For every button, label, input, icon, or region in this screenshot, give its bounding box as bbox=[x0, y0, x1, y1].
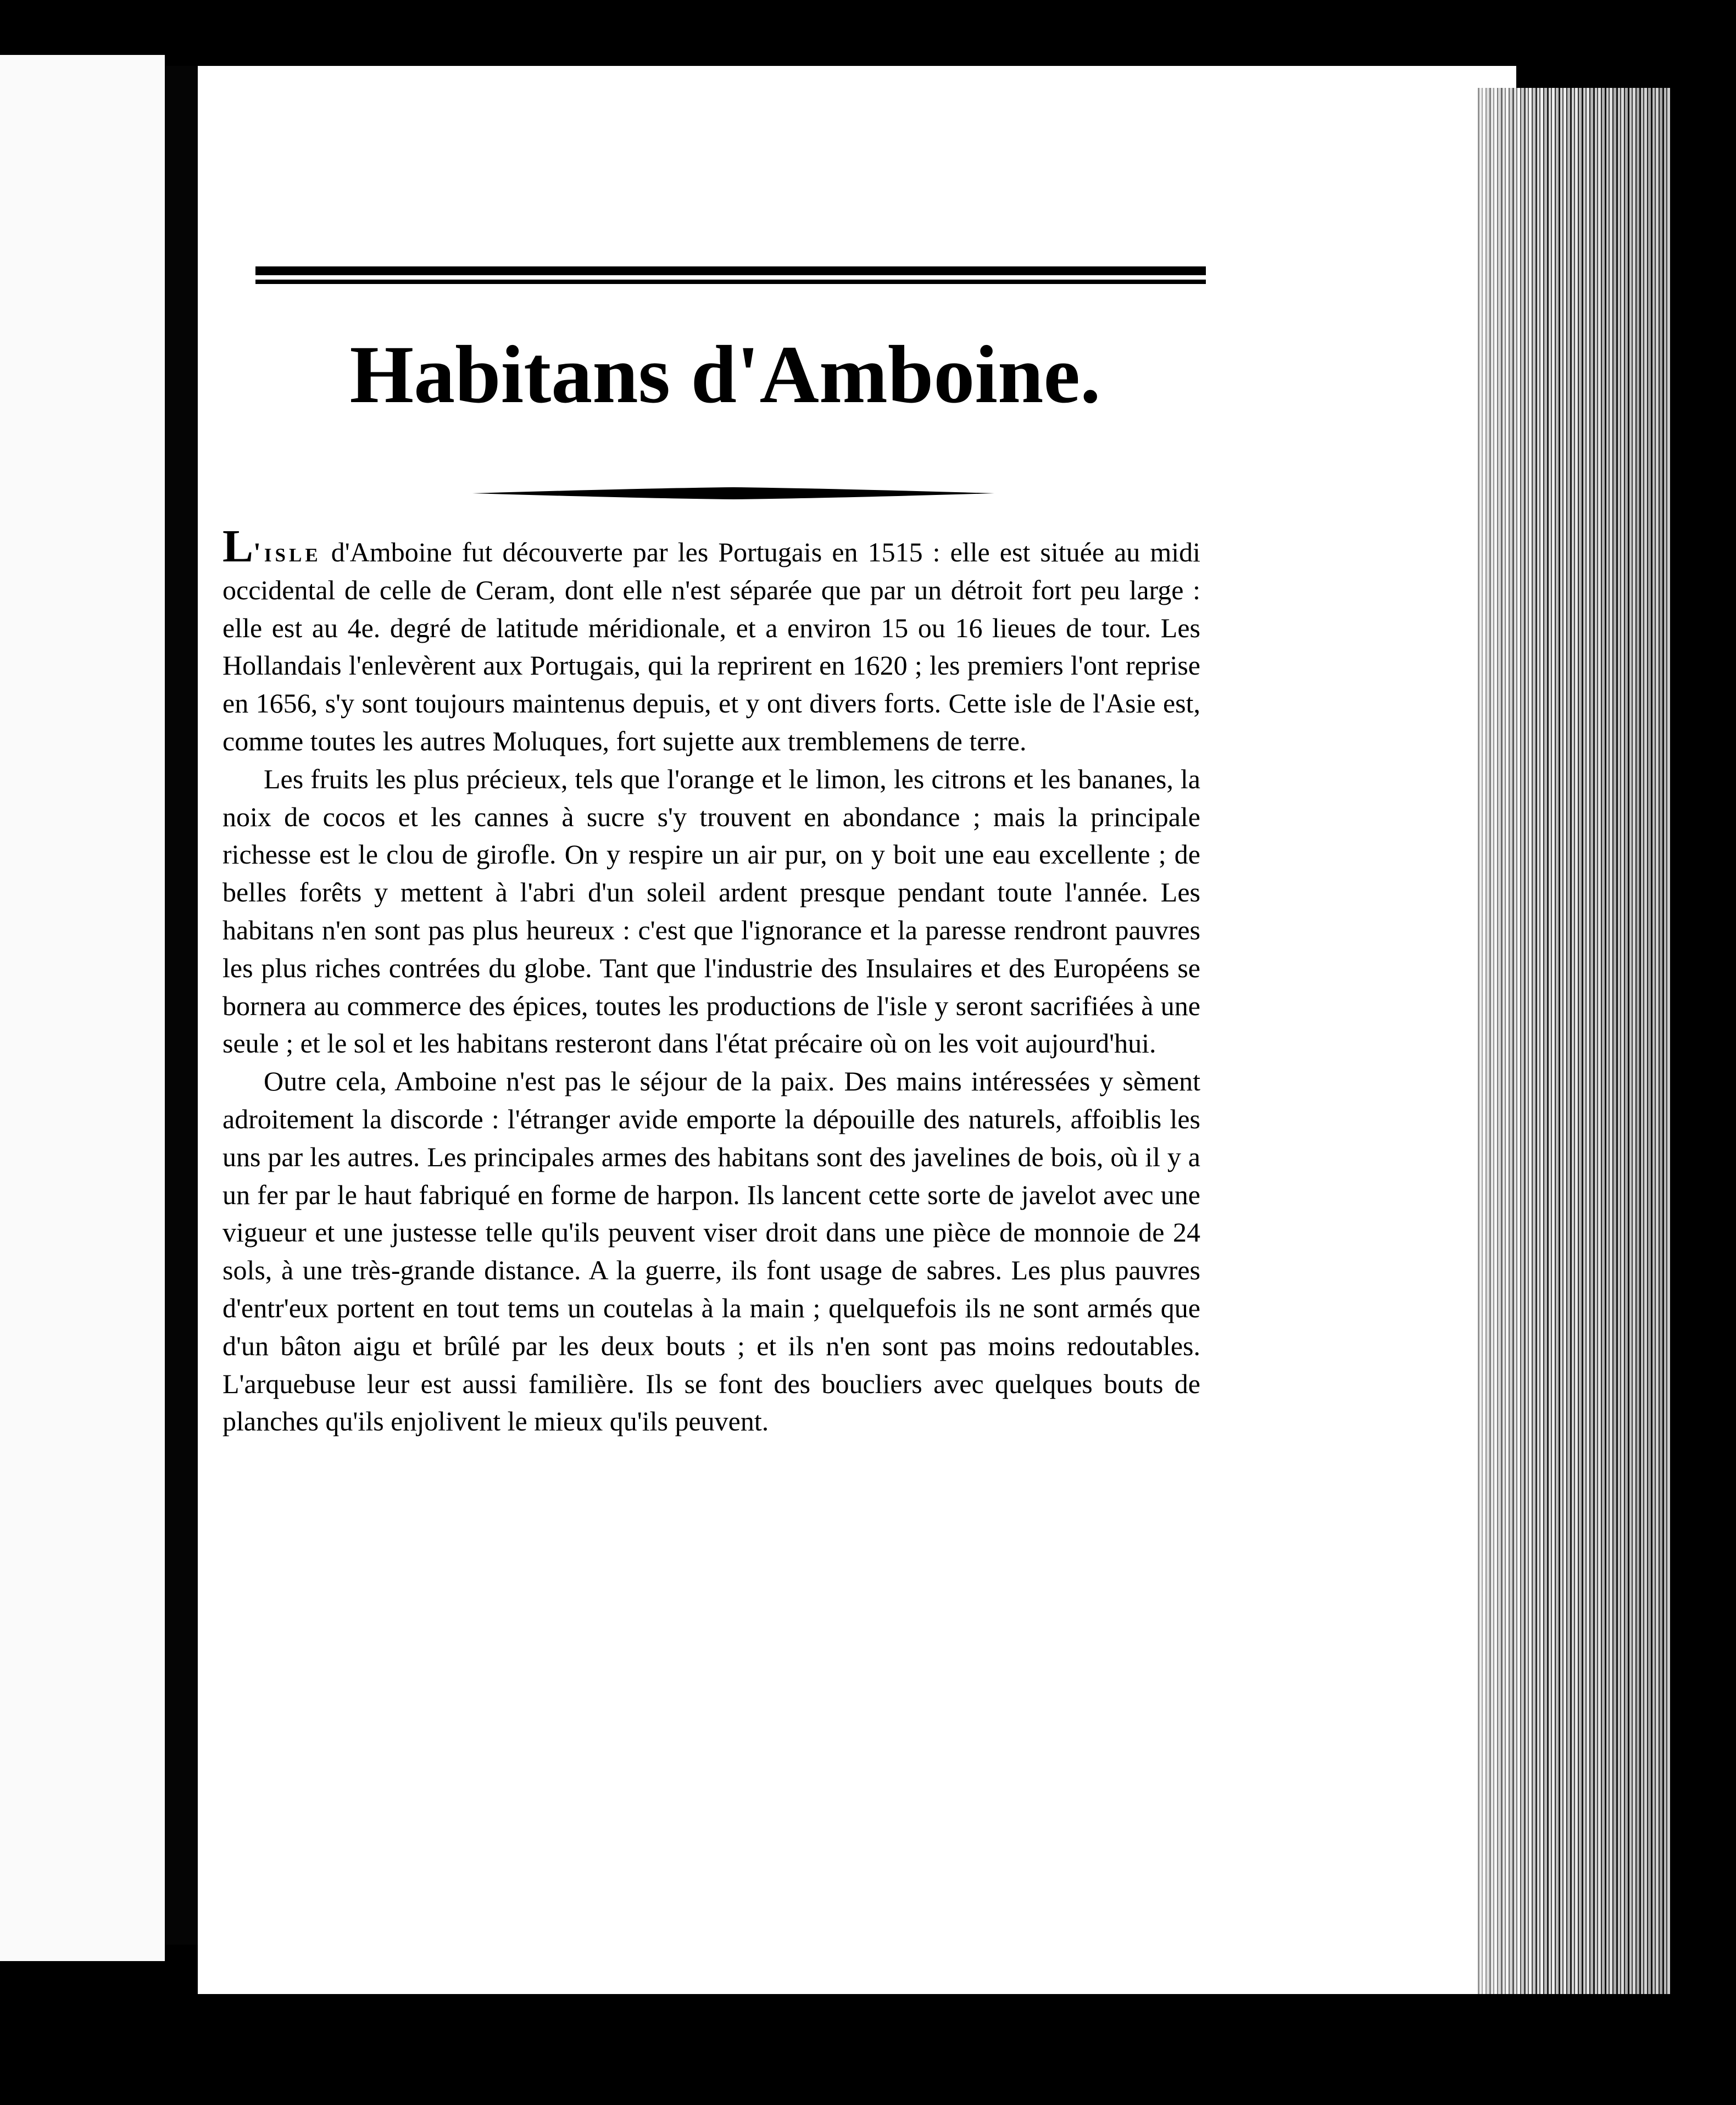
opening-word: 'isle bbox=[253, 537, 321, 567]
title-ornament-rule bbox=[472, 486, 994, 500]
paragraph-2: Les fruits les plus précieux, tels que l'orange et le limon, les citrons et les bananes, la noix de cocos et les cannes à sucre s'y trouvent en abondance ; mais la principale richesse est le clou de girofle. On y respire un air pur, on y boit une eau excellente ; de belles forêts y mettent à l'abri d'un soleil ardent presque pendant toute l'année. Les habitans n'en sont pas plus heureux : c'est que l'ignorance et la paresse rendront pauvres les plus riches contrées du globe. Tant que l'industrie des Insulaires et des Européens se bornera au commerce des épices, toutes les productions de l'isle y seront sacrifiées à une seule ; et le sol et les habitans resteront dans l'état précaire où on les voit aujourd'hui. bbox=[222, 763, 1200, 1059]
book-gutter bbox=[165, 66, 198, 1945]
scan-background bbox=[0, 1994, 1736, 2105]
article-body bbox=[222, 521, 1200, 1440]
paragraph-1-text: d'Amboine fut découverte par les Portugais en 1515 : elle est située au midi occidental de celle de Ceram, dont elle n'est séparée que par un détroit fort peu large : elle est au 4e. degré de latitude méridionale, et a environ 15 ou 16 lieues de tour. Les Hollandais l'enlevèrent aux Portugais, qui la reprirent en 1620 ; les premiers l'ont reprise en 1656, s'y sont toujours maintenus depuis, et y ont divers forts. Cette isle de l'Asie est, comme toutes les autres Moluques, fort sujette aux tremblemens de terre. bbox=[222, 537, 1200, 756]
adjacent-page bbox=[0, 55, 165, 1961]
headpiece-rule bbox=[255, 266, 1206, 286]
headpiece-rule-thin bbox=[255, 280, 1206, 284]
page-title: Habitans d'Amboine. bbox=[349, 329, 1101, 420]
initial-letter: L bbox=[222, 521, 254, 572]
headpiece-rule-thick bbox=[255, 266, 1206, 275]
paragraph-1 bbox=[222, 521, 1200, 760]
title-block bbox=[308, 330, 1143, 420]
page-edges-shade bbox=[1478, 88, 1670, 1994]
paragraph-3: Outre cela, Amboine n'est pas le séjour de la paix. Des mains intéressées y sèment adroitement la discorde : l'étranger avide emporte la dépouille des naturels, affoiblis les uns par les autres. Les principales armes des habitans sont des javelines de bois, où il y a un fer par le haut fabriqué en forme de harpon. Ils lancent cette sorte de javelot avec une vigueur et une justesse telle qu'ils peuvent viser droit dans une pièce de monnoie de 24 sols, à une très-grande distance. A la guerre, ils font usage de sabres. Les plus pauvres d'entr'eux portent en tout tems un coutelas à la main ; quelquefois ils ne sont armés que d'un bâton aigu et brûlé par les deux bouts ; et ils n'en sont pas moins redoutables. L'arquebuse leur est aussi familière. Ils se font des boucliers avec quelques bouts de planches qu'ils enjolivent le mieux qu'ils peuvent. bbox=[222, 1066, 1200, 1437]
